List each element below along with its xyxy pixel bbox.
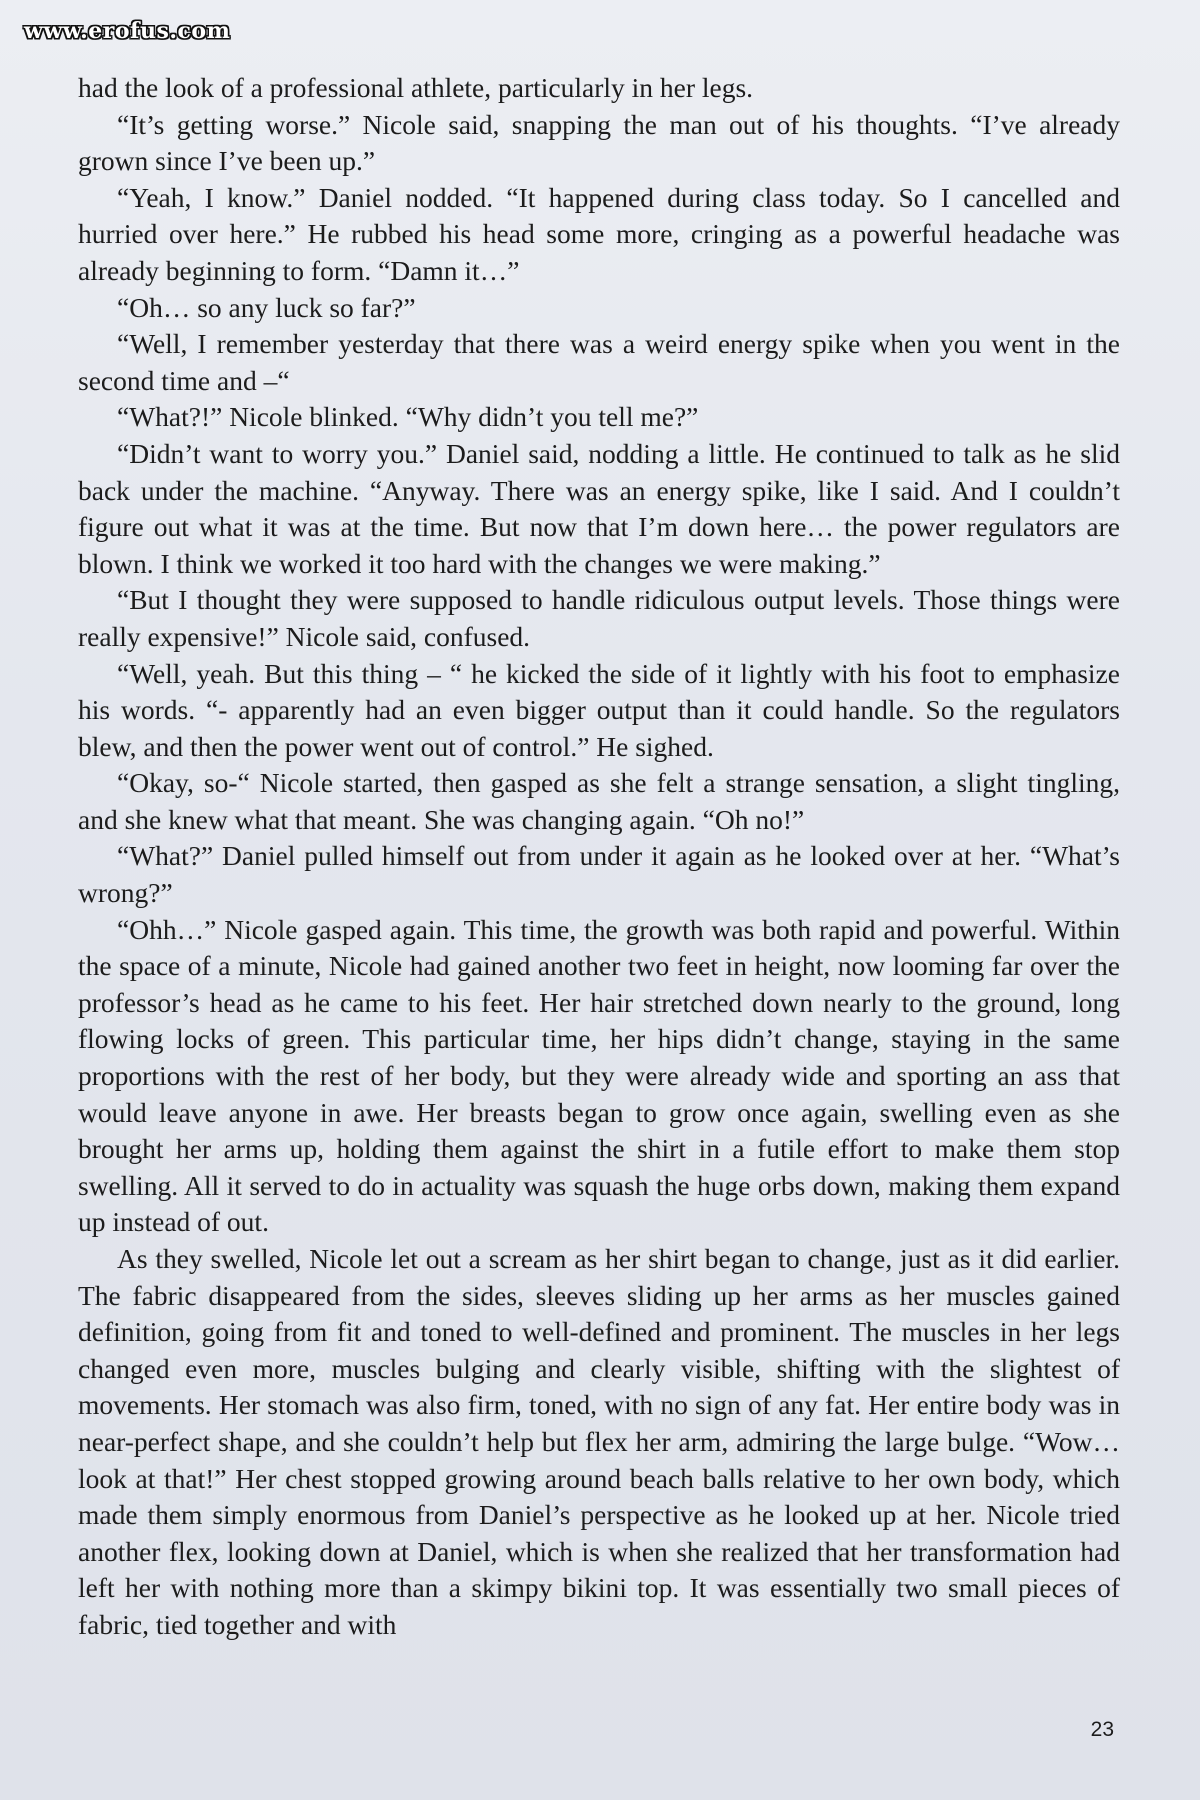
paragraph: “Okay, so-“ Nicole started, then gasped as she felt a strange sensation, a slight tingling, and she knew what that meant. She was changing again. “Oh no!”: [78, 767, 1120, 835]
paragraph: had the look of a professional athlete, particularly in her legs.: [78, 72, 754, 103]
paragraph: “But I thought they were supposed to handle ridiculous output levels. Those things were really expensive!” Nicole said, confused.: [78, 584, 1120, 652]
paragraph: “What?” Daniel pulled himself out from under it again as he looked over at her. “What’s wrong?”: [78, 840, 1120, 909]
paragraph: “Didn’t want to worry you.” Daniel said, nodding a little. He continued to talk as he slid back under the machine. “Anyway. There was an energy spike, like I said. And I couldn’t figure out what it was at the time. But now that I’m down here… the power regulators are blown. I think we worked it too hard with the changes we were making.”: [78, 437, 1120, 579]
paragraph: As they swelled, Nicole let out a scream as her shirt began to change, just as it did earlier. The fabric disappeared from the sides, sleeves sliding up her arms as her muscles gained definition, going from fit and toned to well-defined and prominent. The muscles in her legs changed even more, muscles bulging and clearly visible, shifting with the slightest of movements. Her stomach was also firm, toned, with no sign of any fat. Her entire body was in near-perfect shape, and she couldn’t help but flex her arm, admiring the large bulge. “Wow… look at that!” Her chest stopped growing around beach balls relative to her own body, which made them simply enormous from Daniel’s perspective as he looked up at her. Nicole tried another flex, looking down at Daniel, which is when she realized that her transformation had left her with nothing more than a skimpy bikini top. It was essentially two small pieces of fabric, tied together and with: [78, 1243, 1120, 1640]
site-watermark: www.erofus.com: [24, 18, 231, 44]
paragraph: “What?!” Nicole blinked. “Why didn’t you tell me?”: [117, 401, 699, 433]
paragraph: “Oh… so any luck so far?”: [117, 291, 416, 323]
paragraph: “Well, I remember yesterday that there was a weird energy spike when you went in the second time and –“: [78, 328, 1120, 396]
paragraph: “Well, yeah. But this thing – “ he kicked the side of it lightly with his foot to emphasize his words. “- apparently had an even bigger output than it could handle. So the regulators blew, and then the power went out of control.” He sighed.: [78, 657, 1120, 762]
page-body: [78, 70, 1120, 1644]
paragraph: “It’s getting worse.” Nicole said, snapping the man out of his thoughts. “I’ve already grown since I’ve been up.”: [78, 108, 1120, 177]
paragraph: “Yeah, I know.” Daniel nodded. “It happened during class today. So I cancelled and hurried over here.” He rubbed his head some more, cringing as a powerful headache was already beginning to form. “Damn it…”: [78, 181, 1120, 286]
page-number: 23: [1090, 1718, 1114, 1741]
paragraph: “Ohh…” Nicole gasped again. This time, the growth was both rapid and powerful. Within the space of a minute, Nicole had gained another two feet in height, now looming far over the professor’s head as he came to his feet. Her hair stretched down nearly to the ground, long flowing locks of green. This particular time, her hips didn’t change, staying in the same proportions with the rest of her body, but they were already wide and sporting an ass that would leave anyone in awe. Her breasts began to grow once again, swelling even as she brought her arms up, holding them against the shirt in a futile effort to make them stop swelling. All it served to do in actuality was squash the huge orbs down, making them expand up instead of out.: [78, 913, 1120, 1238]
